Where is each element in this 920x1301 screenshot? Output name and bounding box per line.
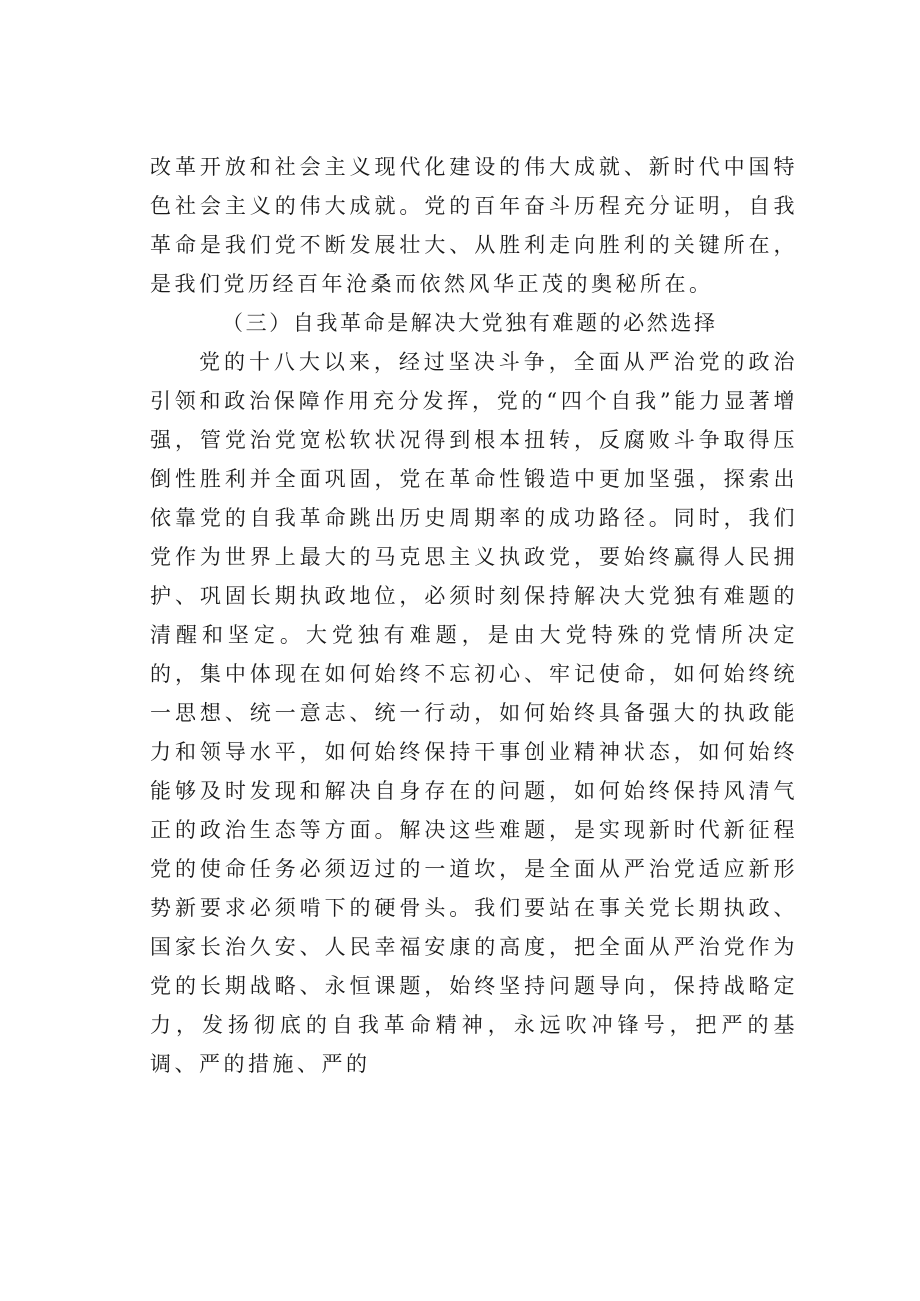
paragraph-body: 党的十八大以来，经过坚决斗争，全面从严治党的政治引领和政治保障作用充分发挥，党的“四个自我”能力显著增强，管党治党宽松软状况得到根本扭转，反腐败斗争取得压倒性胜利并全面巩固，党在革命性锻造中更加坚强，探索出依靠党的自我革命跳出历史周期率的成功路径。同时，我们党作为世界上最大的马克思主义执政党，要始终赢得人民拥护、巩固长期执政地位，必须时刻保持解决大党独有难题的清醒和坚定。大党独有难题，是由大党特殊的党情所决定的，集中体现在如何始终不忘初心、牢记使命，如何始终统一思想、统一意志、统一行动，如何始终具备强大的执政能力和领导水平，如何始终保持干事创业精神状态，如何始终能够及时发现和解决自身存在的问题，如何始终保持风清气正的政治生态等方面。解决这些难题，是实现新时代新征程党的使命任务必须迈过的一道坎，是全面从严治党适应新形势新要求必须啃下的硬骨头。我们要站在事关党长期执政、国家长治久安、人民幸福安康的高度，把全面从严治党作为党的长期战略、永恒课题，始终坚持问题导向，保持战略定力，发扬彻底的自我革命精神，永远吹冲锋号，把严的基调、严的措施、严的	[150, 350, 798, 1076]
section-heading: （三）自我革命是解决大党独有难题的必然选择	[222, 311, 718, 335]
paragraph-continuation: 改革开放和社会主义现代化建设的伟大成就、新时代中国特色社会主义的伟大成就。党的百年奋斗历程充分证明，自我革命是我们党不断发展壮大、从胜利走向胜利的关键所在，是我们党历经百年沧桑而依然风华正茂的奥秘所在。	[150, 155, 798, 296]
document-body	[150, 148, 798, 1084]
